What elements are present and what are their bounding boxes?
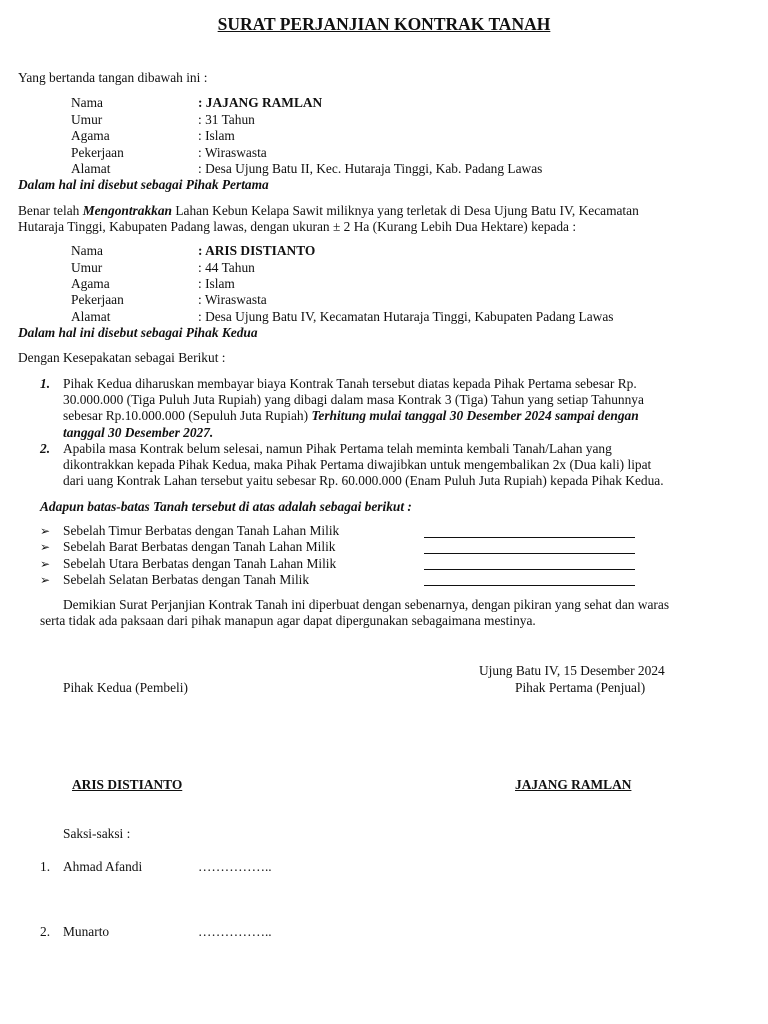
statement-line-2: Hutaraja Tinggi, Kabupaten Padang lawas, dengan ukuran ± 2 Ha (Kurang Lebih Dua Hektare) kepada : xyxy=(18,219,577,234)
boundary-blank-line xyxy=(424,569,635,570)
clause-1-amount: sebesar Rp.10.000.000 (Sepuluh Juta Rupiah) xyxy=(63,408,312,423)
intro-text: Yang bertanda tangan dibawah ini : xyxy=(18,70,208,85)
boundaries-title: Adapun batas-batas Tanah tersebut di atas adalah sebagai berikut : xyxy=(40,499,412,514)
label-alamat: Alamat xyxy=(71,309,111,324)
clause-1-line-4: tanggal 30 Desember 2027. xyxy=(63,425,214,440)
party1-pekerjaan: : Wiraswasta xyxy=(198,145,267,160)
arrow-bullet-icon: ➢ xyxy=(40,524,51,538)
label-umur: Umur xyxy=(71,112,103,127)
clause-number: 1. xyxy=(40,376,51,391)
party2-designation: Dalam hal ini disebut sebagai Pihak Kedua xyxy=(18,325,258,340)
witness-name: Munarto xyxy=(63,924,110,939)
statement-part-3: Lahan Kebun Kelapa Sawit miliknya yang terletak di Desa Ujung Batu IV, Kecamatan xyxy=(172,203,639,218)
label-nama: Nama xyxy=(71,95,103,110)
witness-title: Saksi-saksi : xyxy=(63,826,131,841)
label-nama: Nama xyxy=(71,243,103,258)
witness-number: 2. xyxy=(40,924,51,939)
clause-1-line-2: 30.000.000 (Tiga Puluh Juta Rupiah) yang dibagi dalam masa Kontrak 3 (Tiga) Tahun yang setiap Tahunnya xyxy=(63,392,644,407)
closing-line-1: Demikian Surat Perjanjian Kontrak Tanah ini diperbuat dengan sebenarnya, dengan pikiran yang sehat dan waras xyxy=(63,597,670,612)
left-signatory-role: Pihak Kedua (Pembeli) xyxy=(63,680,188,695)
document-title: SURAT PERJANJIAN KONTRAK TANAH xyxy=(217,14,551,34)
clause-1-period: Terhitung mulai tanggal 30 Desember 2024 sampai dengan xyxy=(311,408,639,423)
arrow-bullet-icon: ➢ xyxy=(40,557,51,571)
place-date: Ujung Batu IV, 15 Desember 2024 xyxy=(479,663,665,678)
party1-umur: : 31 Tahun xyxy=(198,112,255,127)
label-alamat: Alamat xyxy=(71,161,111,176)
label-pekerjaan: Pekerjaan xyxy=(71,292,124,307)
closing-line-2: serta tidak ada paksaan dari pihak manapun agar dapat dipergunakan sebagaimana mestinya. xyxy=(40,613,536,628)
party2-agama: : Islam xyxy=(198,276,235,291)
party2-nama: : ARIS DISTIANTO xyxy=(198,243,316,258)
party2-alamat: : Desa Ujung Batu IV, Kecamatan Hutaraja Tinggi, Kabupaten Padang Lawas xyxy=(198,309,614,324)
party1-designation: Dalam hal ini disebut sebagai Pihak Pertama xyxy=(18,177,269,192)
boundary-item: Sebelah Barat Berbatas dengan Tanah Lahan Milik xyxy=(63,539,336,554)
witness-number: 1. xyxy=(40,859,51,874)
label-agama: Agama xyxy=(71,128,110,143)
boundary-item: Sebelah Selatan Berbatas dengan Tanah Milik xyxy=(63,572,310,587)
witness-name: Ahmad Afandi xyxy=(63,859,143,874)
right-signatory-role: Pihak Pertama (Penjual) xyxy=(515,680,646,695)
witness-signature-dots: …………….. xyxy=(198,924,272,939)
clause-1-line-1: Pihak Kedua diharuskan membayar biaya Kontrak Tanah tersebut diatas kepada Pihak Pertama sebesar Rp. xyxy=(63,376,637,391)
clause-2-line-1: Apabila masa Kontrak belum selesai, namun Pihak Pertama telah meminta kembali Tanah/Lahan yang xyxy=(63,441,612,456)
party2-pekerjaan: : Wiraswasta xyxy=(198,292,267,307)
boundary-item: Sebelah Timur Berbatas dengan Tanah Lahan Milik xyxy=(63,523,340,538)
left-signatory-name: ARIS DISTIANTO xyxy=(72,777,183,792)
boundary-item: Sebelah Utara Berbatas dengan Tanah Lahan Milik xyxy=(63,556,337,571)
party1-nama: : JAJANG RAMLAN xyxy=(198,95,323,110)
boundary-blank-line xyxy=(424,553,635,554)
statement-line-1 xyxy=(18,203,639,220)
clause-2-line-2: dikontrakkan kepada Pihak Kedua, maka Pihak Pertama diwajibkan untuk mengembalikan 2x (Dua kali) lipat xyxy=(63,457,652,472)
clause-2-line-3: dari uang Kontrak Lahan tersebut yaitu sebesar Rp. 60.000.000 (Enam Puluh Juta Rupiah) kepada Pihak Kedua. xyxy=(63,473,664,488)
label-agama: Agama xyxy=(71,276,110,291)
arrow-bullet-icon: ➢ xyxy=(40,540,51,554)
arrow-bullet-icon: ➢ xyxy=(40,573,51,587)
clause-number: 2. xyxy=(40,441,51,456)
right-signatory-name: JAJANG RAMLAN xyxy=(515,777,632,792)
clause-1-line-3 xyxy=(63,408,639,425)
agreement-intro: Dengan Kesepakatan sebagai Berikut : xyxy=(18,350,226,365)
label-pekerjaan: Pekerjaan xyxy=(71,145,124,160)
party1-alamat: : Desa Ujung Batu II, Kec. Hutaraja Tinggi, Kab. Padang Lawas xyxy=(198,161,543,176)
statement-part-1: Benar telah xyxy=(18,203,83,218)
statement-keyword: Mengontrakkan xyxy=(82,203,172,218)
boundary-blank-line xyxy=(424,585,635,586)
label-umur: Umur xyxy=(71,260,103,275)
witness-signature-dots: …………….. xyxy=(198,859,272,874)
party1-agama: : Islam xyxy=(198,128,235,143)
boundary-blank-line xyxy=(424,537,635,538)
party2-umur: : 44 Tahun xyxy=(198,260,255,275)
